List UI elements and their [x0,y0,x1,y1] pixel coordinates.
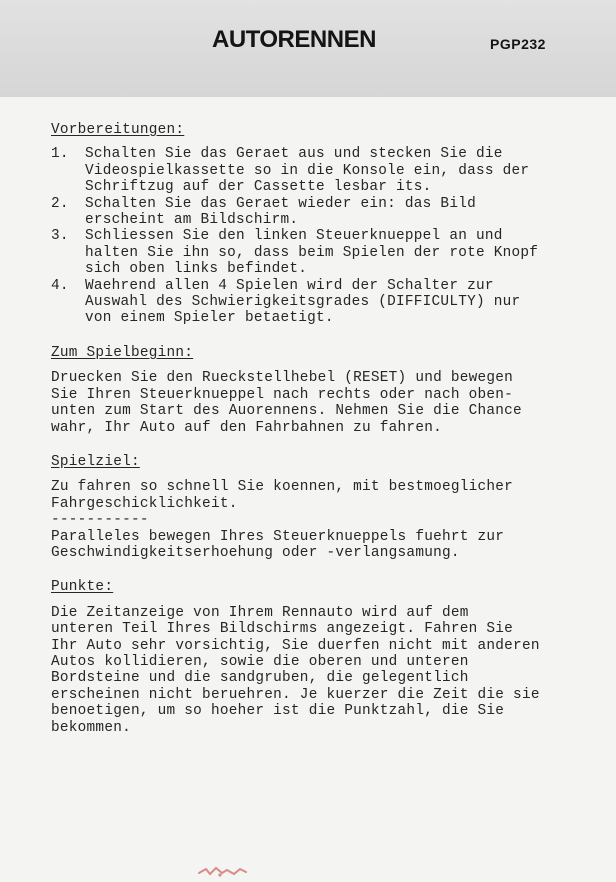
text-line: Ihr Auto sehr vorsichtig, Sie duerfen nicht mit anderen [51,637,540,654]
text-line: Auswahl des Schwierigkeitsgrades (DIFFICULTY) nur [85,294,521,311]
text-line: wahr, Ihr Auto auf den Fahrbahnen zu fahren. [51,419,442,436]
text-line: Waehrend allen 4 Spielen wird der Schalter zur [85,277,494,294]
product-code: PGP232 [490,36,546,52]
list-item [51,146,596,195]
text-line: unten zum Start des Auorennens. Nehmen Sie die Chance [51,403,522,420]
text-line: bekommen. [51,719,131,736]
text-line: erscheint am Bildschirm. [85,212,299,229]
text-line: Schriftzug auf der Cassette lesbar its. [85,179,432,196]
text-line: Paralleles bewegen Ihres Steuerknueppels fuehrt zur [51,528,505,545]
list-number: 3. [51,228,69,245]
list-number: 2. [51,195,69,212]
red-stamp-mark [196,864,250,878]
text-line: erscheinen nicht beruehren. Je kuerzer die Zeit die sie [51,686,540,703]
text-line: Autos kollidieren, sowie die oberen und unteren [51,653,469,670]
text-line: benoetigen, um so hoeher ist die Punktzahl, die Sie [51,703,505,720]
text-line: halten Sie ihn so, dass beim Spielen der rote Knopf [85,244,539,261]
section-heading: Spielziel: [51,453,140,470]
list-item [51,278,596,327]
text-line: Fahrgeschicklichkeit. [51,495,238,512]
section-heading: Vorbereitungen: [51,122,185,138]
section-punkte [51,579,596,736]
header-band [0,0,616,97]
text-line: unteren Teil Ihres Bildschirms angezeigt. Fahren Sie [51,621,514,638]
section-heading: Punkte: [51,579,114,596]
section-heading: Zum Spielbeginn: [51,344,194,361]
list-number: 4. [51,277,69,294]
text-line: Sie Ihren Steuerknueppel nach rechts oder nach oben- [51,386,514,403]
text-line: sich oben links befindet. [85,261,308,278]
text-line: Zu fahren so schnell Sie koennen, mit bestmoeglicher [51,479,514,496]
list-item [51,196,596,229]
text-line: von einem Spieler betaetigt. [85,310,334,327]
section-vorbereitungen [51,122,596,327]
list-item [51,228,596,277]
instruction-list [51,146,596,326]
dash-separator: ----------- [51,512,149,529]
text-line: Schalten Sie das Geraet wieder ein: das Bild [85,195,476,212]
manual-body [51,122,596,736]
text-line: Videospielkassette so in die Konsole ein, dass der [85,162,530,179]
section-spielbeginn [51,345,596,436]
section-spielziel [51,454,596,561]
manual-title: AUTORENNEN [212,26,376,53]
text-line: Die Zeitanzeige von Ihrem Rennauto wird auf dem [51,604,469,621]
text-line: Bordsteine und die sandgruben, die gelegentlich [51,670,469,687]
text-line: Schalten Sie das Geraet aus und stecken Sie die [85,146,503,163]
text-line: Geschwindigkeitserhoehung oder -verlangsamung. [51,544,460,561]
text-line: Druecken Sie den Rueckstellhebel (RESET) und bewegen [51,370,514,387]
text-line: Schliessen Sie den linken Steuerknueppel an und [85,228,503,245]
list-number: 1. [51,146,69,163]
